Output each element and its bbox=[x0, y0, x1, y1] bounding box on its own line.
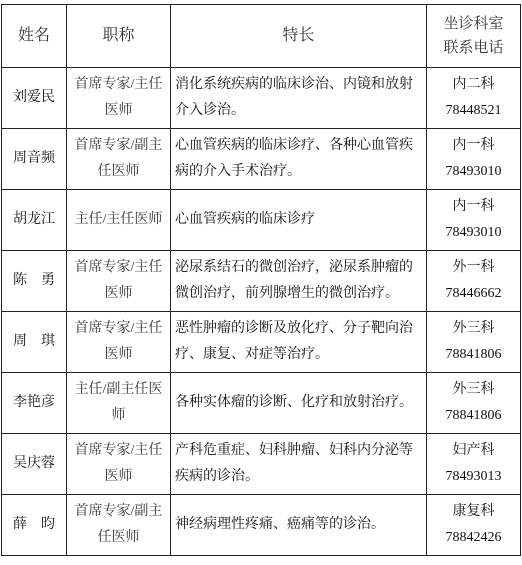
dept-name: 内二科 bbox=[452, 77, 495, 92]
doctor-specialty: 产科危重症、妇科肿瘤、妇科内分泌等疾病的诊治。 bbox=[171, 434, 427, 495]
doctor-name: 陈 勇 bbox=[2, 251, 67, 312]
table-row bbox=[2, 190, 521, 251]
dept-phone-cell bbox=[427, 190, 521, 251]
table-header bbox=[2, 5, 521, 68]
dept-name: 外三科 bbox=[452, 321, 495, 336]
phone-number: 78842426 bbox=[445, 530, 502, 545]
dept-name: 内一科 bbox=[452, 138, 495, 153]
expert-table bbox=[1, 4, 521, 556]
table-row bbox=[2, 129, 521, 190]
doctor-name: 李艳彦 bbox=[2, 373, 67, 434]
doctor-title: 首席专家/副主任医师 bbox=[67, 129, 171, 190]
doctor-title: 首席专家/主任医师 bbox=[67, 68, 171, 129]
header-title: 职称 bbox=[67, 5, 171, 68]
dept-phone-cell bbox=[427, 312, 521, 373]
dept-phone-cell bbox=[427, 251, 521, 312]
phone-number: 78493013 bbox=[445, 469, 502, 484]
doctor-name: 周 琪 bbox=[2, 312, 67, 373]
table-row bbox=[2, 68, 521, 129]
dept-name: 康复科 bbox=[452, 504, 495, 519]
doctor-name: 薛 昀 bbox=[2, 495, 67, 556]
doctor-title: 首席专家/主任医师 bbox=[67, 434, 171, 495]
dept-name: 外三科 bbox=[452, 382, 495, 397]
phone-number: 78841806 bbox=[445, 347, 502, 362]
header-phone-label: 联系电话 bbox=[443, 40, 504, 56]
doctor-specialty: 心血管疾病的临床诊疗 bbox=[171, 190, 427, 251]
dept-phone-cell bbox=[427, 129, 521, 190]
dept-name: 内一科 bbox=[452, 199, 495, 214]
table-row bbox=[2, 434, 521, 495]
doctor-specialty: 各种实体瘤的诊断、化疗和放射治疗。 bbox=[171, 373, 427, 434]
dept-phone-cell bbox=[427, 68, 521, 129]
phone-number: 78493010 bbox=[445, 225, 502, 240]
header-row bbox=[2, 5, 521, 68]
header-name: 姓名 bbox=[2, 5, 67, 68]
doctor-title: 主任/副主任医师 bbox=[67, 373, 171, 434]
dept-phone-cell bbox=[427, 495, 521, 556]
doctor-title: 首席专家/主任医师 bbox=[67, 312, 171, 373]
doctor-title: 首席专家/副主任医师 bbox=[67, 495, 171, 556]
doctor-specialty: 消化系统疾病的临床诊治、内镜和放射介入诊治。 bbox=[171, 68, 427, 129]
doctor-specialty: 心血管疾病的临床诊疗、各种心血管疾病的介入手术治疗。 bbox=[171, 129, 427, 190]
table-row bbox=[2, 251, 521, 312]
doctor-specialty: 泌尿系结石的微创治疗，泌尿系肿瘤的微创治疗，前列腺增生的微创治疗。 bbox=[171, 251, 427, 312]
doctor-name: 刘爱民 bbox=[2, 68, 67, 129]
doctor-specialty: 恶性肿瘤的诊断及放化疗、分子靶向治疗、康复、对症等治疗。 bbox=[171, 312, 427, 373]
doctor-name: 胡龙江 bbox=[2, 190, 67, 251]
doctor-title: 首席专家/主任医师 bbox=[67, 251, 171, 312]
doctor-specialty: 神经病理性疼痛、癌痛等的诊治。 bbox=[171, 495, 427, 556]
header-dept-phone bbox=[427, 5, 521, 68]
table-row bbox=[2, 312, 521, 373]
dept-phone-cell bbox=[427, 434, 521, 495]
dept-name: 外一科 bbox=[452, 260, 495, 275]
phone-number: 78493010 bbox=[445, 164, 502, 179]
table-body bbox=[2, 68, 521, 556]
phone-number: 78446662 bbox=[445, 286, 502, 301]
dept-phone-cell bbox=[427, 373, 521, 434]
dept-name: 妇产科 bbox=[452, 443, 495, 458]
doctor-title: 主任/主任医师 bbox=[67, 190, 171, 251]
doctor-name: 周音频 bbox=[2, 129, 67, 190]
header-specialty: 特长 bbox=[171, 5, 427, 68]
table-row bbox=[2, 495, 521, 556]
table-row bbox=[2, 373, 521, 434]
header-dept-label: 坐诊科室 bbox=[443, 16, 504, 32]
doctor-name: 吴庆蓉 bbox=[2, 434, 67, 495]
phone-number: 78448521 bbox=[445, 103, 502, 118]
phone-number: 78841806 bbox=[445, 408, 502, 423]
